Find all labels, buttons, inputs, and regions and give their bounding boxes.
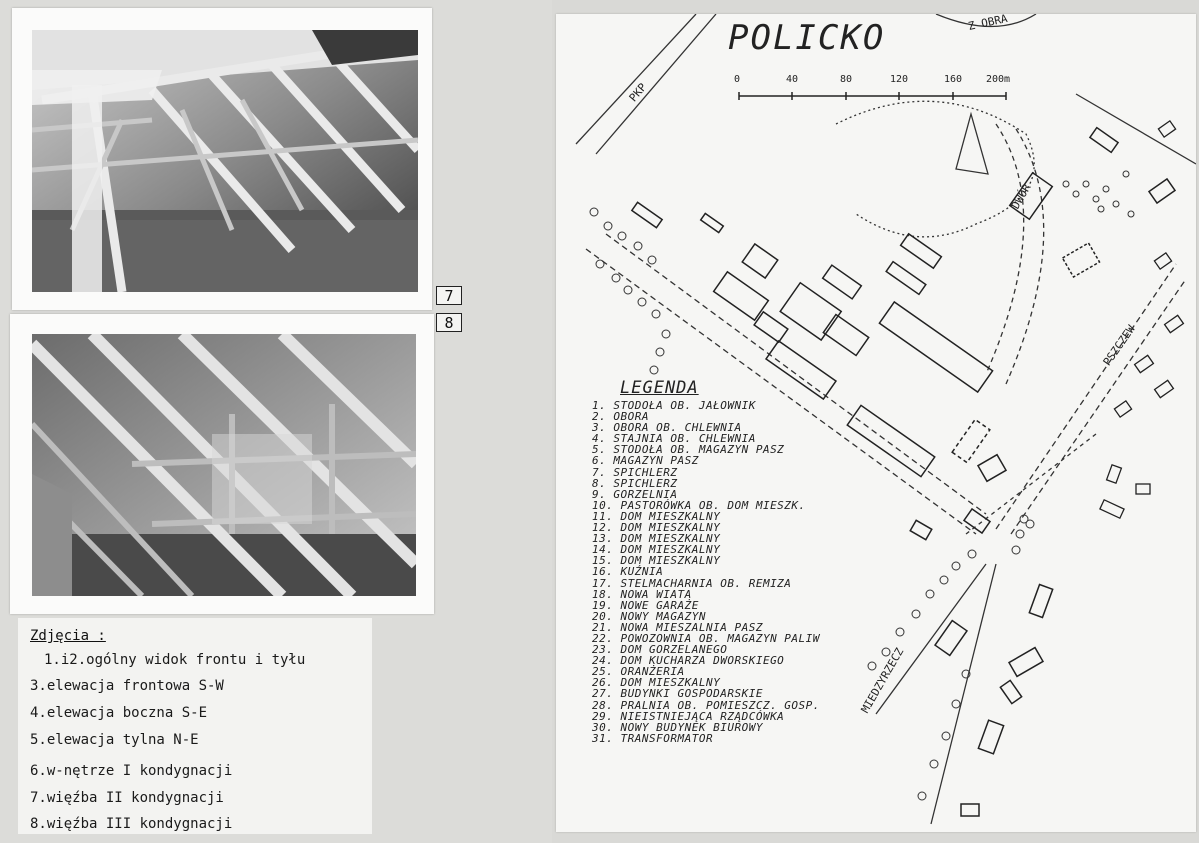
dwor-label: DWÓR	[1008, 181, 1034, 212]
building-6	[714, 272, 769, 320]
photo-8-card	[10, 314, 434, 614]
building-2	[879, 302, 992, 392]
photo-captions-card	[18, 618, 372, 834]
legend-item: 30. NOWY BUDYNEK BIUROWY	[592, 720, 763, 734]
legend-item: 2. OBORA	[592, 410, 649, 424]
park-outline	[836, 101, 1034, 237]
building-12	[1029, 585, 1052, 618]
legend-item: 18. NOWA WIATA	[592, 587, 692, 601]
scale-tick-label: 160	[944, 74, 963, 85]
legend-item: 16. KUŹNIA	[592, 565, 664, 579]
photo-7-attic-truss	[32, 30, 418, 292]
building-15	[978, 720, 1003, 754]
caption-line: 7.więźba II kondygnacji	[30, 790, 224, 806]
railway-line	[596, 14, 716, 154]
legend-item: 3. OBORA OB. CHLEWNIA	[592, 421, 742, 435]
building-16	[964, 509, 990, 533]
road-pszczew	[1011, 279, 1186, 534]
building-13	[701, 213, 724, 232]
building-5	[766, 341, 836, 399]
building-20	[632, 202, 662, 227]
photo-8-attic-truss	[32, 334, 416, 596]
caption-line: 6.w-nętrze I kondygnacji	[30, 763, 233, 779]
captions-title: Zdjęcia :	[30, 628, 106, 644]
photo-number-7: 7	[436, 286, 462, 305]
building-9	[780, 283, 841, 340]
legend-item: 12. DOM MIESZKALNY	[592, 521, 721, 535]
scale-tick-label: 0	[734, 74, 741, 85]
park-path	[986, 124, 1024, 374]
legend-item: 7. SPICHLERZ	[592, 465, 678, 479]
legend-item: 27. BUDYNKI GOSPODARSKIE	[592, 687, 763, 701]
legend-item: 4. STAJNIA OB. CHLEWNIA	[592, 432, 756, 446]
legend-item: 31. TRANSFORMATOR	[592, 731, 714, 745]
map-sheet	[556, 14, 1196, 832]
legend-item: 23. DOM GORZELANEGO	[592, 643, 728, 657]
road-label-rail: PKP	[626, 80, 650, 105]
caption-line: 3.elewacja frontowa S-W	[30, 678, 224, 694]
caption-line: 1.i2.ogólny widok frontu i tyłu	[44, 652, 306, 668]
legend-item: 8. SPICHLERZ	[592, 476, 678, 490]
legend-item: 13. DOM MIESZKALNY	[592, 532, 721, 546]
railway-line	[576, 14, 696, 144]
east-outbuildings	[1100, 121, 1184, 518]
road-label-top: Z OBRA	[967, 12, 1009, 33]
photo-number-8: 8	[436, 313, 462, 332]
left-page	[0, 0, 552, 843]
legend-item: 28. PRALNIA OB. POMIESZCZ. GOSP.	[592, 698, 820, 712]
legend-item: 14. DOM MIESZKALNY	[592, 543, 721, 557]
legend-title: LEGENDA	[620, 378, 699, 398]
building-11	[935, 621, 967, 656]
scale-tick-label: 40	[786, 74, 799, 85]
legend-item: 29. NIEISTNIEJĄCA RZĄDCÓWKA	[592, 709, 785, 723]
photo-7-card	[12, 8, 432, 310]
legend-item: 20. NOWY MAGAZYN	[592, 609, 706, 623]
map-title: POLICKO	[728, 18, 886, 58]
legend-item: 5. STODOŁA OB. MAGAZYN PASZ	[592, 443, 785, 457]
building-10b	[1149, 179, 1175, 203]
road-miedzyrzecz	[876, 564, 986, 714]
caption-line: 8.więźba III kondygnacji	[30, 816, 233, 832]
road-miedzyrzecz	[931, 564, 996, 824]
scale-tick-label: 200m	[986, 74, 1011, 85]
building-30	[978, 455, 1006, 482]
building-26	[1063, 243, 1100, 277]
building-14	[1000, 680, 1021, 703]
legend-item: 24. DOM KUCHARZA DWORSKIEGO	[592, 654, 785, 668]
legend-item: 11. DOM MIESZKALNY	[592, 509, 721, 523]
building-10	[754, 312, 788, 342]
legend-list	[592, 400, 820, 744]
building-8	[823, 315, 868, 356]
legend-item: 6. MAGAZYN PASZ	[592, 454, 699, 468]
road-east	[1076, 94, 1196, 164]
building-25	[961, 804, 979, 816]
road-pszczew	[996, 264, 1176, 529]
legend-item: 17. STELMACHARNIA OB. REMIZA	[592, 576, 792, 590]
building-28	[1090, 128, 1118, 153]
legend-item: 15. DOM MIESZKALNY	[592, 554, 721, 568]
building-31	[910, 520, 932, 539]
building-29	[952, 419, 990, 462]
building-23	[823, 265, 862, 299]
scale-tick-label: 80	[840, 74, 853, 85]
caption-line: 5.elewacja tylna N-E	[30, 732, 199, 748]
legend-item: 21. NOWA MIESZALNIA PASZ	[592, 620, 763, 634]
building-4	[901, 234, 942, 268]
north-arrow	[956, 114, 988, 174]
legend-item: 1. STODOŁA OB. JAŁOWNIK	[592, 399, 756, 412]
legend-item: 9. GORZELNIA	[592, 487, 678, 501]
legend-item: 25. ORANŻERIA	[592, 665, 685, 679]
legend-item: 22. POWOZOWNIA OB. MAGAZYN PALIW	[592, 631, 820, 645]
building-13b	[1009, 648, 1043, 677]
building-7	[742, 244, 778, 278]
building-3	[886, 262, 926, 295]
legend-item: 26. DOM MIESZKALNY	[592, 676, 721, 690]
legend-item: 10. PASTORÓWKA OB. DOM MIESZK.	[592, 498, 806, 512]
road-label-south: MIEDZYRZECZ	[858, 645, 907, 716]
park-path	[1006, 129, 1044, 384]
scale-bar	[739, 92, 1006, 100]
road-label-east: PSZCZEW	[1100, 322, 1138, 369]
legend-item: 19. NOWE GARAŻE	[592, 598, 699, 612]
caption-line: 4.elewacja boczna S-E	[30, 705, 208, 721]
scale-tick-label: 120	[890, 74, 909, 85]
